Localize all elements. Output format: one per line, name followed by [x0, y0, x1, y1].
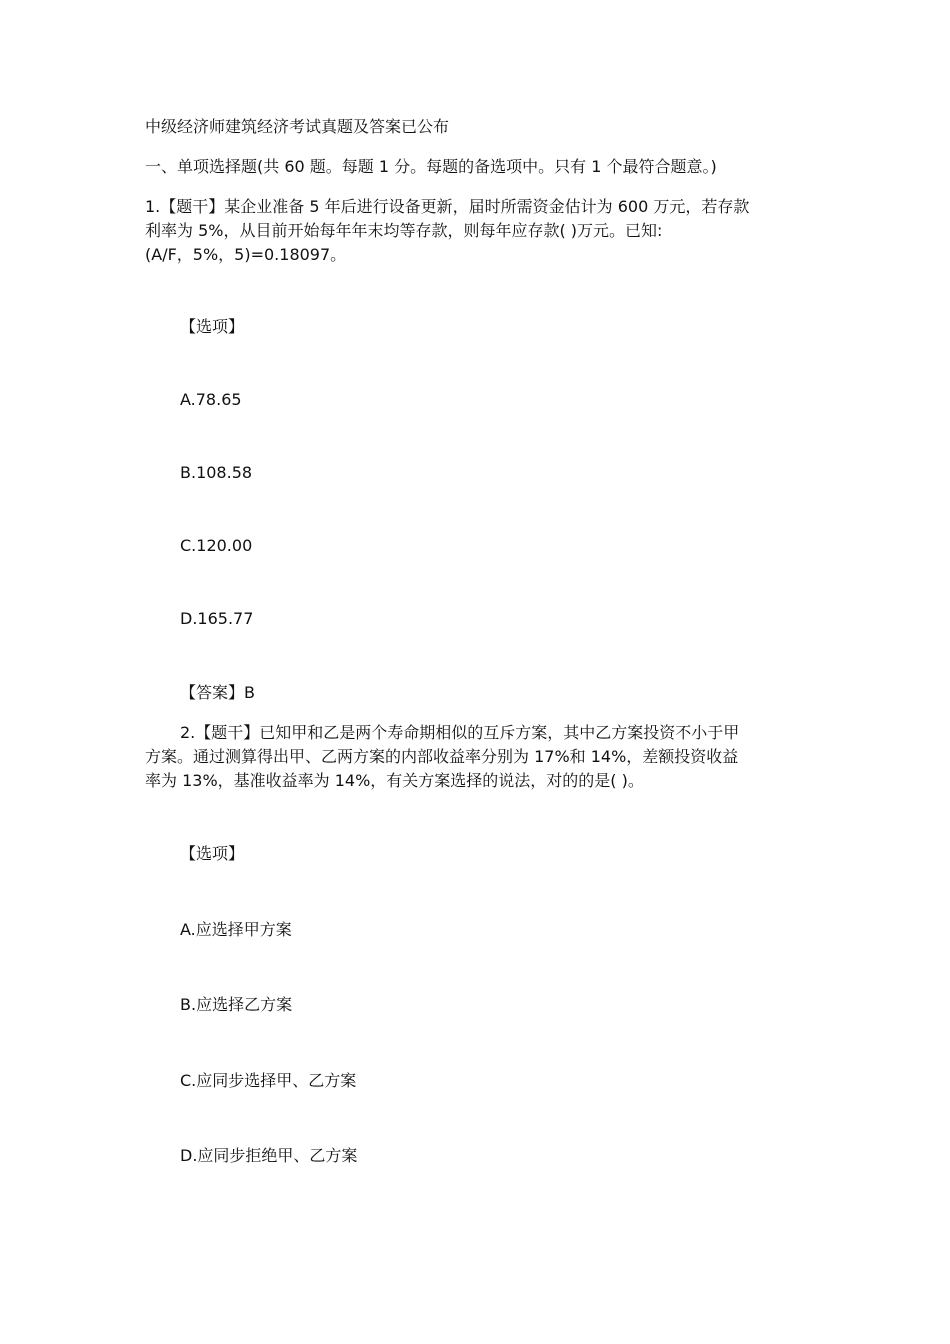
question-2-options-label: 【选项】: [180, 844, 245, 863]
question-1-stem-line: (A/F，5%，5)=0.18097。: [145, 245, 347, 264]
document-title: 中级经济师建筑经济考试真题及答案已公布: [145, 117, 450, 136]
question-1-stem-line: 利率为 5%，从目前开始每年年末均等存款，则每年应存款( )万元。已知:: [145, 221, 663, 240]
question-2-stem-line: 2.【题干】已知甲和乙是两个寿命期相似的互斥方案，其中乙方案投资不小于甲: [180, 723, 740, 742]
question-1-options-label: 【选项】: [180, 317, 245, 336]
question-2-stem: [145, 721, 805, 793]
question-2-option-d: D.应同步拒绝甲、乙方案: [180, 1146, 358, 1165]
question-1-option-b: B.108.58: [180, 463, 253, 482]
question-2-stem-line: 率为 13%，基准收益率为 14%，有关方案选择的说法，对的的是( )。: [145, 771, 644, 790]
question-2-option-a: A.应选择甲方案: [180, 920, 292, 939]
question-2-option-b: B.应选择乙方案: [180, 995, 293, 1014]
section-heading: 一、单项选择题(共 60 题。每题 1 分。每题的备选项中。只有 1 个最符合题意。): [145, 157, 717, 176]
question-1-option-a: A.78.65: [180, 390, 242, 409]
question-1-option-c: C.120.00: [180, 536, 253, 555]
question-2-option-c: C.应同步选择甲、乙方案: [180, 1071, 357, 1090]
question-1-stem-line: 1.【题干】某企业准备 5 年后进行设备更新，届时所需资金估计为 600 万元，若存款: [145, 197, 750, 216]
question-1-answer: 【答案】B: [180, 683, 255, 702]
question-1-stem: [145, 195, 805, 267]
question-1-option-d: D.165.77: [180, 609, 254, 628]
question-2-stem-line: 方案。通过测算得出甲、乙两方案的内部收益率分别为 17%和 14%，差额投资收益: [145, 747, 739, 766]
